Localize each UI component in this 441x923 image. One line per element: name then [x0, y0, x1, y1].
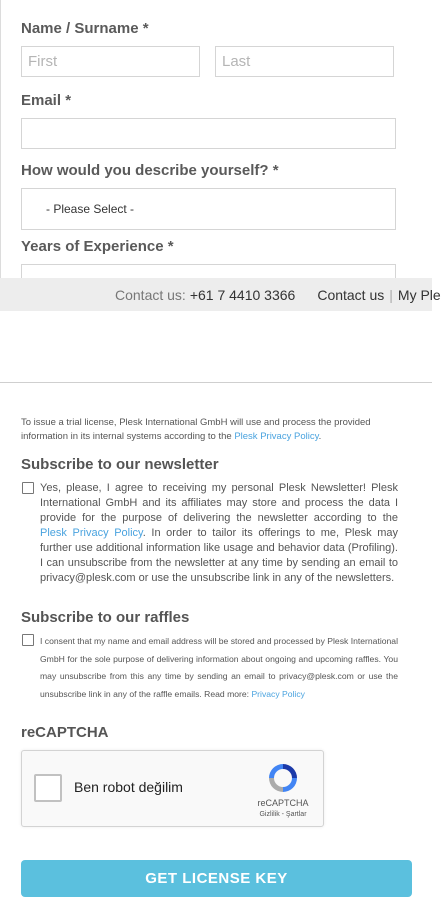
- describe-label: How would you describe yourself? *: [21, 162, 279, 179]
- recaptcha-label: Ben robot değilim: [74, 779, 183, 795]
- lower-panel: [0, 311, 432, 383]
- recaptcha-widget: [21, 750, 324, 827]
- first-name-input[interactable]: First: [21, 46, 200, 77]
- footer-contact-bar: [0, 278, 441, 311]
- raffles-checkbox[interactable]: [22, 634, 34, 646]
- footer-separator: |: [389, 286, 393, 303]
- raffles-privacy-policy-link[interactable]: Privacy Policy: [251, 688, 305, 699]
- newsletter-privacy-policy-link[interactable]: Plesk Privacy Policy: [40, 527, 143, 539]
- panel-edge-top: [0, 0, 1, 278]
- newsletter-checkbox[interactable]: [22, 482, 34, 494]
- contact-label: Contact us:: [115, 286, 186, 303]
- trial-privacy-policy-link[interactable]: Plesk Privacy Policy: [234, 431, 319, 442]
- raffles-consent-text: I consent that my name and email address will be stored and processed by Plesk International GmbH for the sole purpose of delivering information about ongoing and upcoming raffles. You may unsubscribe from this any time by sending an email to privacy@plesk.com or use the unsubscribe link in any of the raffle emails. Read more: Privacy Policy: [40, 636, 398, 699]
- recaptcha-brand: reCAPTCHA: [257, 798, 309, 808]
- contact-us-link[interactable]: Contact us: [317, 286, 385, 303]
- name-label: Name / Surname *: [21, 20, 149, 37]
- last-name-input[interactable]: Last: [215, 46, 394, 77]
- experience-label: Years of Experience *: [21, 238, 174, 255]
- email-label: Email *: [21, 92, 72, 109]
- experience-select[interactable]: [21, 264, 396, 278]
- trial-info-text: To issue a trial license, Plesk International GmbH will use and process the provided information in its internal systems according to the Plesk Privacy Policy.: [21, 417, 371, 442]
- recaptcha-checkbox[interactable]: [34, 774, 62, 802]
- newsletter-title: Subscribe to our newsletter: [21, 456, 219, 473]
- get-license-key-button[interactable]: GET LICENSE KEY: [21, 860, 412, 897]
- describe-select[interactable]: - Please Select -: [21, 188, 396, 230]
- email-field[interactable]: [21, 118, 396, 149]
- contact-phone-link[interactable]: +61 7 4410 3366: [189, 286, 296, 303]
- recaptcha-title: reCAPTCHA: [21, 724, 109, 741]
- recaptcha-logo-icon: [266, 761, 300, 795]
- newsletter-consent-text: Yes, please, I agree to receiving my personal Plesk Newsletter! Plesk International GmbH and its affiliates may store and process the data I provide for the purpose of delivering the newsletter according to the Plesk Privacy Policy. In order to tailor its offerings to me, Plesk may further use additional information like usage and behavior data (Profiling). I can unsubscribe from the newsletter at any time by sending an email to privacy@plesk.com or use the unsubscribe link in any of the newsletters.: [40, 482, 398, 584]
- raffles-title: Subscribe to our raffles: [21, 609, 190, 626]
- recaptcha-terms-link[interactable]: Gizlilik - Şartlar: [259, 811, 307, 818]
- my-plesk-link[interactable]: My Ple: [397, 286, 441, 303]
